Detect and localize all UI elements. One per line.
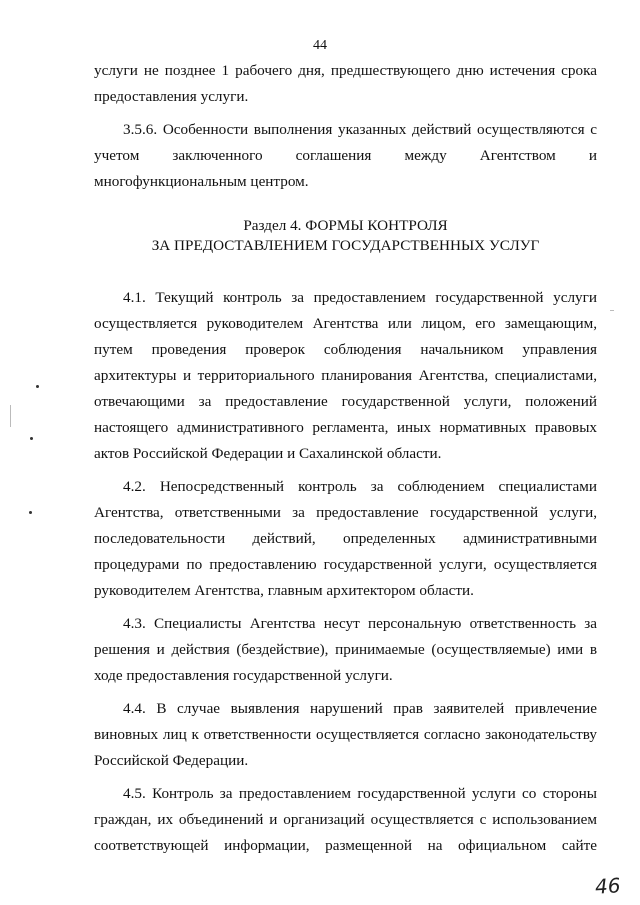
scan-artifact (610, 310, 614, 311)
paragraph-3-5-6: 3.5.6. Особенности выполнения указанных действий осуществляются с учетом заключенного соглашения между Агентством и многофункциональным центром. (94, 121, 597, 190)
margin-dot (30, 437, 33, 440)
section-heading (94, 216, 597, 256)
section-title-line-1: Раздел 4. ФОРМЫ КОНТРОЛЯ (243, 217, 448, 234)
section-title-line-2: ЗА ПРЕДОСТАВЛЕНИЕМ ГОСУДАРСТВЕННЫХ УСЛУГ (151, 237, 540, 254)
margin-dot (29, 511, 32, 514)
margin-dot (36, 385, 39, 388)
paragraph-deadline: услуги не позднее 1 рабочего дня, предшествующего дню истечения срока предоставления услуги. (94, 62, 597, 105)
scan-artifact (10, 405, 11, 427)
page-number: 44 (313, 38, 327, 53)
paragraph-4-3: 4.3. Специалисты Агентства несут персональную ответственность за решения и действия (бездействие), принимаемые (осуществляемые) ими в ходе предоставления государственной услуги. (94, 615, 597, 684)
paragraph-4-1: 4.1. Текущий контроль за предоставлением государственной услуги осуществляется руководителем Агентства или лицом, его замещающим, путем проведения проверок соблюдения начальником управления архитектуры и территориального планирования Агентства, специалистами, отвечающими за предоставление государственной услуги, положений настоящего административного регламента, иных нормативных правовых актов Российской Федерации и Сахалинской области. (94, 289, 597, 462)
document-body (94, 58, 597, 866)
paragraph-4-2: 4.2. Непосредственный контроль за соблюдением специалистами Агентства, ответственными за предоставление государственной услуги, последовательности действий, определенных административными процедурами по предоставлению государственной услуги, осуществляется руководителем Агентства, главным архитектором области. (94, 478, 597, 599)
paragraph-4-4: 4.4. В случае выявления нарушений прав заявителей привлечение виновных лиц к ответственности осуществляется согласно законодательству Российской Федерации. (94, 700, 597, 769)
paragraph-4-5: 4.5. Контроль за предоставлением государственной услуги со стороны граждан, их объединений и организаций осуществляется с использованием соответствующей информации, размещенной на официальном сайте (94, 785, 597, 854)
handwritten-sheet-number: 46 (593, 873, 621, 899)
